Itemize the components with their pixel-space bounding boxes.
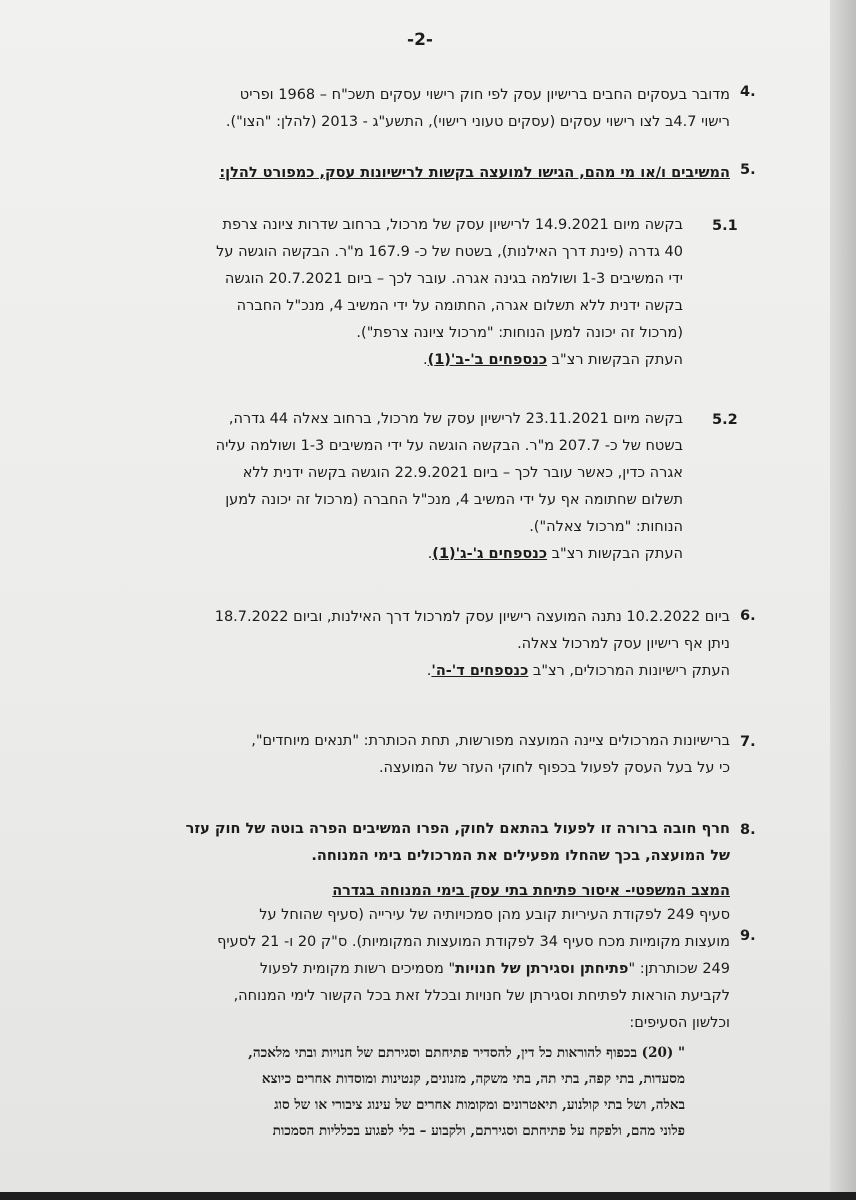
paragraph-5-heading: המשיבים ו/או מי מהם, הגישו למועצה בקשות לרישיונות עסק, כמפורט להלן: bbox=[219, 165, 730, 181]
paragraph-8-line-2: של המועצה, בכך שהחלו מפעילים את המרכולים בימי המנוחה. bbox=[311, 848, 730, 864]
section-heading bbox=[150, 878, 730, 905]
section-title-bold: פתיחתן וסגירתן של חנויות bbox=[455, 961, 629, 977]
paragraph-5-2-line-5: הנוחות: "מרכול צאלה"). bbox=[529, 519, 683, 535]
paragraph-6-line-1: ביום 10.2.2022 נתנה המועצה רישיון עסק למרכול דרך האילנות, וביום 18.7.2022 bbox=[214, 609, 730, 625]
attachment-lead-text: העתק הבקשות רצ"ב bbox=[547, 546, 683, 562]
paragraph-number-6: 6. bbox=[740, 608, 756, 624]
attachment-reference-c: כנספחים ג'-ג'(1) bbox=[432, 546, 548, 562]
paragraph-5-1-line-1: בקשה מיום 14.9.2021 לרישיון עסק של מרכול, ברחוב שדרות ציונה צרפת bbox=[222, 217, 683, 233]
statute-quote bbox=[180, 1040, 685, 1144]
section-heading-text: המצב המשפטי- איסור פתיחת בתי עסק בימי המנוחה בגדרה bbox=[332, 883, 730, 899]
attachment-reference-d: כנספחים ד'-ה' bbox=[431, 663, 529, 679]
paragraph-5-1-line-4: בקשה ידנית ללא תשלום אגרה, החתומה על ידי המשיב 4, מנכ"ל החברה bbox=[236, 298, 683, 314]
statute-quote-line-2: מסעדות, בתי קפה, בתי תה, בתי משקה, מזנונים, קנטינות ומוסדות אחרים כיוצא bbox=[261, 1071, 685, 1087]
paragraph-9-line-1: סעיף 249 לפקודת העיריות קובע מהן סמכויותיה של עירייה (סעיף שהוחל על bbox=[259, 907, 730, 923]
paragraph-number-8: 8. bbox=[740, 822, 756, 838]
paragraph-9-line-4: לקביעת הוראות לפתיחת וסגירתן של חנויות ובכלל זאת בכל הקשור לימי המנוחה, bbox=[233, 988, 730, 1004]
paragraph-5-1 bbox=[95, 212, 683, 374]
paragraph-number-5-2: 5.2 bbox=[712, 412, 738, 428]
paragraph-9-line-2: מועצות מקומיות מכח סעיף 34 לפקודת המועצות המקומיות). ס"ק 20 ו- 21 לסעיף bbox=[217, 934, 730, 950]
paragraph-5-1-line-6 bbox=[95, 347, 683, 374]
statute-quote-line-3: באלה, ושל בתי קולנוע, תיאטרונים ומקומות אחרים של עינוג ציבורי או של סוג bbox=[274, 1097, 685, 1113]
paragraph-4-line-2: רישוי 4.7ב לצו רישוי עסקים (עסקים טעוני רישוי), התשע"ג - 2013 (להלן: "הצו"). bbox=[225, 114, 730, 130]
paragraph-8 bbox=[95, 816, 730, 870]
paragraph-8-line-1: חרף חובה ברורה זו לפעול בהתאם לחוק, הפרו המשיבים הפרה בוטה של חוק עזר bbox=[185, 821, 730, 837]
paragraph-5-1-line-2: 40 גדרה (פינת דרך האילנות), בשטח של כ- 167.9 מ"ר. הבקשה הוגשה על bbox=[216, 244, 683, 260]
quote-open-text: 249 שכותרתן: " bbox=[628, 961, 730, 977]
paragraph-number-5: 5. bbox=[740, 162, 756, 178]
paragraph-number-7: 7. bbox=[740, 734, 756, 750]
paragraph-4-line-1: מדובר בעסקים החבים ברישיון עסק לפי חוק רישוי עסקים תשכ"ח – 1968 ופריט bbox=[239, 87, 730, 103]
attachment-period: . bbox=[422, 352, 428, 368]
paragraph-5-1-line-5: (מרכול זה יכונה למען הנוחות: "מרכול ציונה צרפת"). bbox=[356, 325, 683, 341]
paragraph-number-5-1: 5.1 bbox=[712, 218, 738, 234]
paragraph-5-1-line-3: ידי המשיבים 1-3 ושולמה בגינה אגרה. עובר לכך – ביום 20.7.2021 הוגשה bbox=[224, 271, 683, 287]
paragraph-7 bbox=[95, 728, 730, 782]
paragraph-6-line-3 bbox=[95, 658, 730, 685]
paragraph-number-4: 4. bbox=[740, 84, 756, 100]
paragraph-7-line-2: כי על בעל העסק לפעול בכפוף לחוקי העזר של המועצה. bbox=[378, 760, 730, 776]
quote-close-text: " מסמיכים רשות מקומית לפעול bbox=[259, 961, 456, 977]
paragraph-9-line-3 bbox=[95, 956, 730, 983]
statute-quote-line-4: פלוני מהם, ולפקח על פתיחתם וסגירתם, ולקבוע – בלי לפגוע בכלליות הסמכות bbox=[272, 1123, 685, 1139]
paragraph-6 bbox=[95, 604, 730, 685]
page-number: -2- bbox=[407, 30, 433, 50]
attachment-period: . bbox=[427, 546, 433, 562]
paragraph-5-2-line-6 bbox=[95, 541, 683, 568]
paragraph-9 bbox=[95, 902, 730, 1037]
attachment-period: . bbox=[426, 663, 432, 679]
paragraph-9-line-5: וכלשון הסעיפים: bbox=[629, 1015, 730, 1031]
paragraph-5-2-line-1: בקשה מיום 23.11.2021 לרישיון עסק של מרכול, ברחוב צאלה 44 גדרה, bbox=[228, 411, 683, 427]
page-edge-background bbox=[830, 0, 856, 1200]
paragraph-5-2-line-3: אגרה כדין, כאשר עובר לכך – ביום 22.9.2021 הוגשה בקשה ידנית ללא bbox=[242, 465, 683, 481]
paragraph-7-line-1: ברישיונות המרכולים ציינה המועצה מפורשות, תחת הכותרת: "תנאים מיוחדים", bbox=[251, 733, 730, 749]
paragraph-4 bbox=[95, 82, 730, 136]
paragraph-5-2-line-2: בשטח של כ- 207.7 מ"ר. הבקשה הוגשה על ידי המשיבים 1-3 ושולמה עליה bbox=[215, 438, 683, 454]
paragraph-number-9: 9. bbox=[740, 928, 756, 944]
attachment-lead-text: העתק הבקשות רצ"ב bbox=[547, 352, 683, 368]
statute-quote-line-1: " (20) בכפוף להוראות כל דין, להסדיר פתיחתם וסגירתם של חנויות ובתי מלאכה, bbox=[248, 1045, 685, 1061]
attachment-reference-b: כנספחים ב'-ב'(1) bbox=[427, 352, 548, 368]
paragraph-6-line-2: ניתן אף רישיון עסק למרכול צאלה. bbox=[517, 636, 730, 652]
paragraph-5 bbox=[120, 160, 730, 187]
paragraph-5-2-line-4: תשלום שחתומה אף על ידי המשיב 4, מנכ"ל החברה (מרכול זה יכונה למען bbox=[225, 492, 683, 508]
attachment-lead-text: העתק רישיונות המרכולים, רצ"ב bbox=[528, 663, 730, 679]
paragraph-5-2 bbox=[95, 406, 683, 568]
bottom-shadow bbox=[0, 1192, 856, 1200]
